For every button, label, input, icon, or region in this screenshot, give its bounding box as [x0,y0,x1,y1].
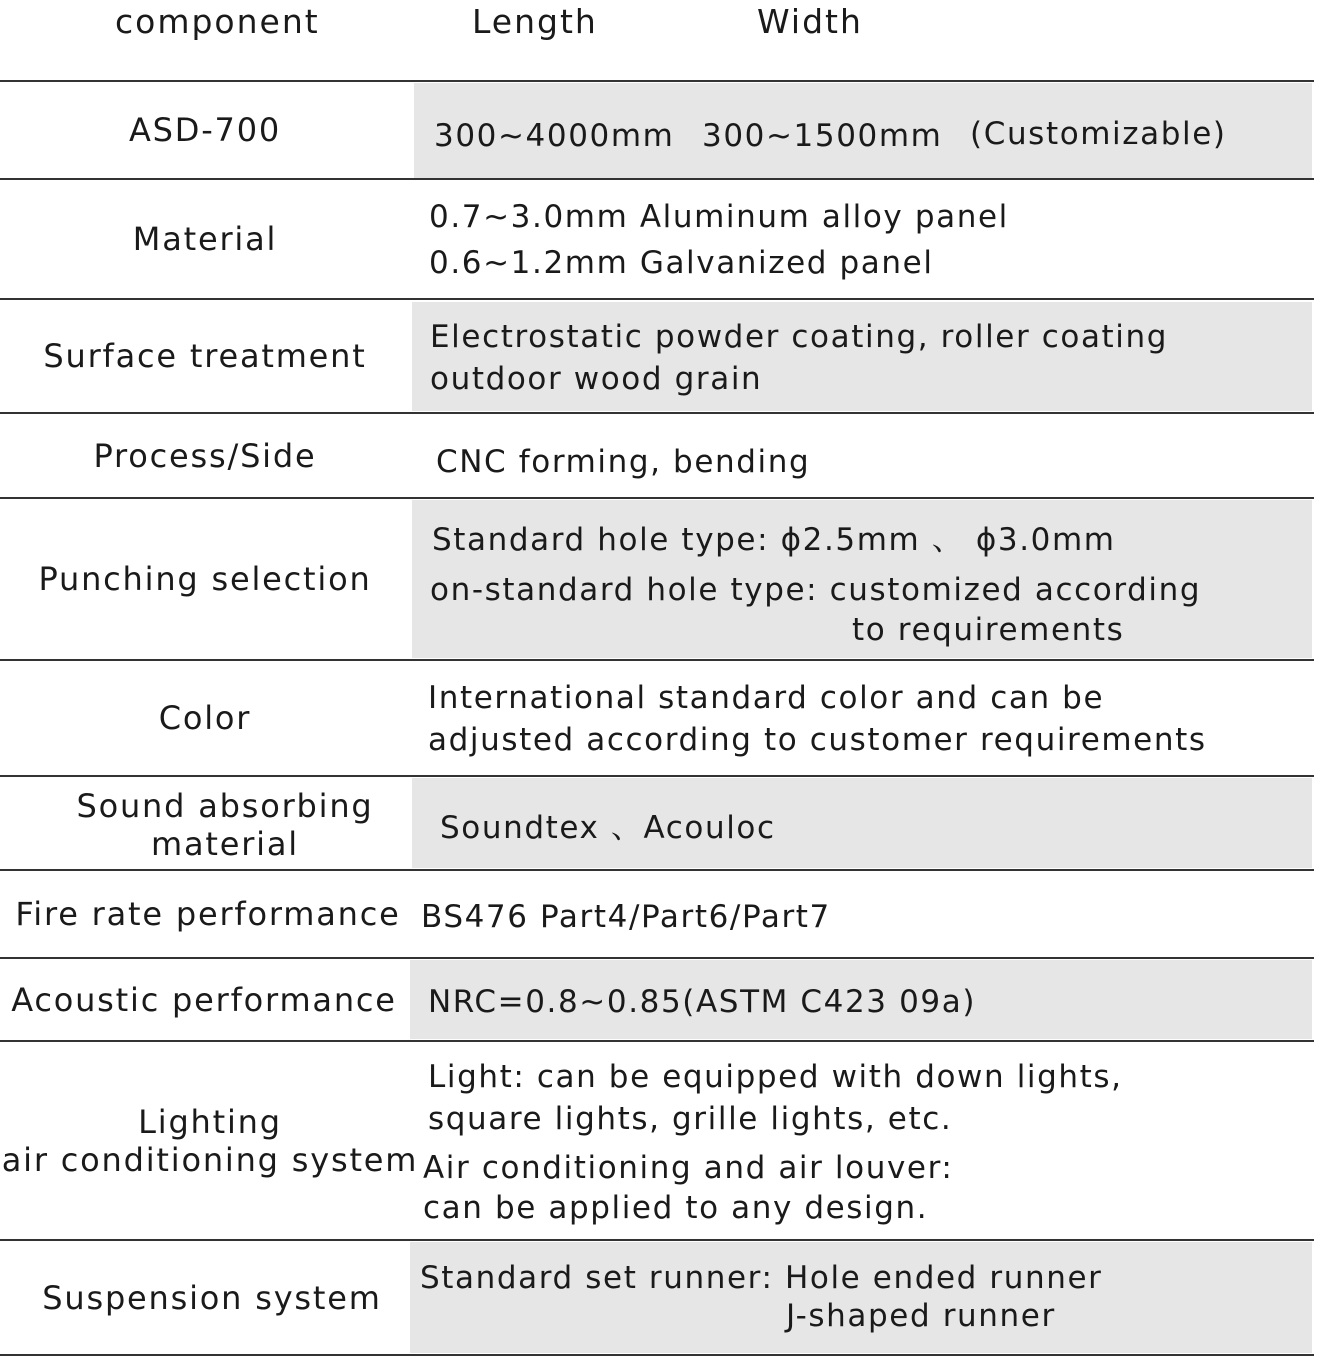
color-line: International standard color and can be [428,680,1105,716]
header-width: Width [757,2,863,41]
row-label-fire-rate: Fire rate performance [15,895,401,933]
lighting-line: square lights, grille lights, etc. [428,1101,953,1137]
punching-line: Standard hole type: ϕ2.5mm 、 ϕ3.0mm [432,522,1116,558]
row-label-surface-treatment: Surface treatment [43,337,367,375]
suspension-line: Standard set runner: Hole ended runner [420,1260,1103,1296]
row-label-asd700: ASD-700 [128,111,282,149]
lighting-line: can be applied to any design. [423,1190,929,1226]
suspension-line: J-shaped runner [786,1298,1056,1334]
material-line: 0.6~1.2mm Galvanized panel [429,245,934,281]
asd700-length: 300~4000mm [434,118,675,154]
row-label-material: Material [132,220,278,258]
header-length: Length [472,2,598,41]
punching-line: to requirements [852,612,1125,648]
sound-absorbing-line: Soundtex 、Acouloc [440,810,776,846]
row-label-punching-selection: Punching selection [38,560,372,598]
row-label-acoustic: Acoustic performance [11,980,397,1019]
acoustic-line: NRC=0.8~0.85(ASTM C423 09a) [428,984,977,1020]
asd700-width: 300~1500mm [702,118,943,154]
row-label-sound-absorbing: Sound absorbing material [76,787,374,863]
surface-treatment-line: Electrostatic powder coating, roller coating [430,319,1169,355]
row-label-process-side: Process/Side [93,436,317,475]
color-line: adjusted according to customer requirements [428,722,1207,758]
asd700-note: (Customizable) [970,116,1227,152]
fire-rate-line: BS476 Part4/Part6/Part7 [421,899,831,935]
lighting-line: Light: can be equipped with down lights, [428,1059,1123,1095]
material-line: 0.7~3.0mm Aluminum alloy panel [429,199,1009,235]
header-component: component [115,2,320,41]
row-label-color: Color [158,699,252,737]
divider [0,775,1314,777]
divider [0,1354,1314,1356]
row-label-lighting: Lighting air conditioning system [1,1102,419,1179]
process-side-line: CNC forming, bending [436,444,811,480]
row-label-suspension: Suspension system [42,1278,382,1317]
surface-treatment-line: outdoor wood grain [430,361,763,397]
punching-line: on-standard hole type: customized according [430,572,1202,608]
lighting-line: Air conditioning and air louver: [423,1150,954,1186]
